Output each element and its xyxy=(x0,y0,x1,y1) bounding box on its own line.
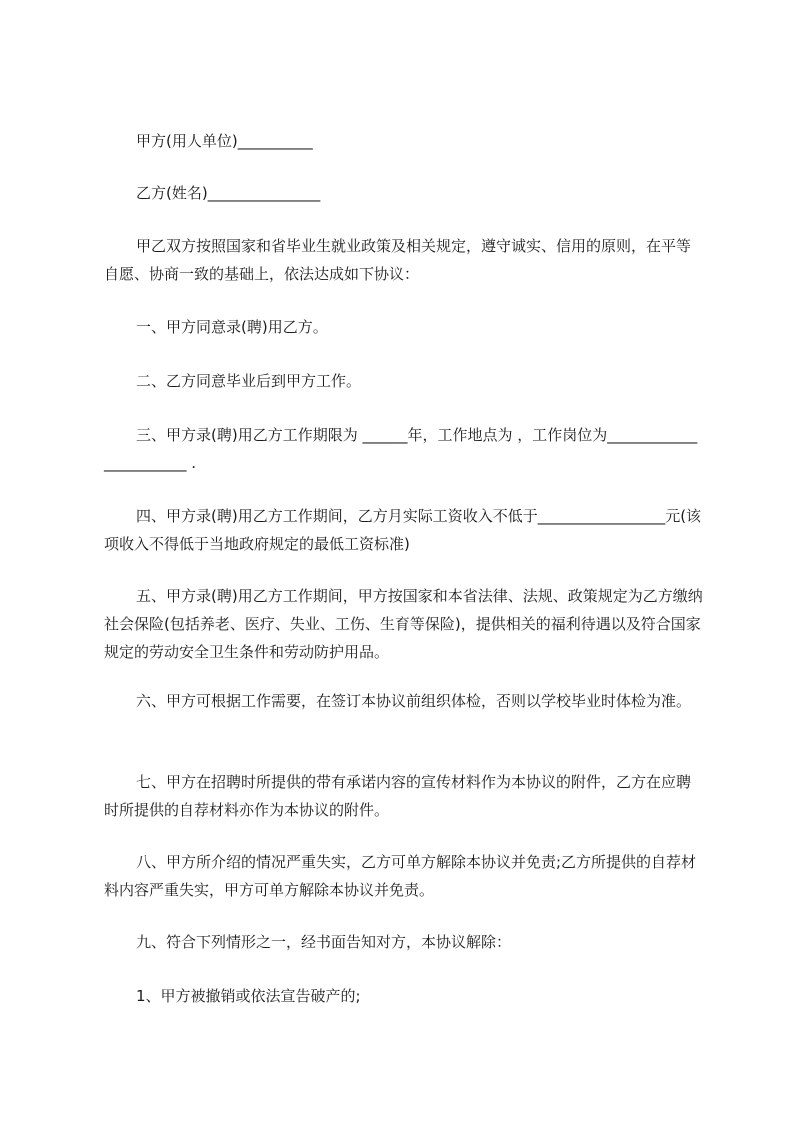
party-a-line: 甲方(用人单位)__________ xyxy=(136,132,313,150)
clause-7: 七、甲方在招聘时所提供的带有承诺内容的宣传材料作为本协议的附件，乙方在应聘时所提供的自荐材料亦作为本协议的附件。 xyxy=(104,773,692,819)
clause-2: 二、乙方同意毕业后到甲方工作。 xyxy=(136,372,362,390)
clause-1: 一、甲方同意录(聘)用乙方。 xyxy=(136,318,328,336)
clause-5: 五、甲方录(聘)用乙方工作期间，甲方按国家和本省法律、法规、政策规定为乙方缴纳社会保险(包括养老、医疗、失业、工伤、生育等保险)，提供相关的福利待遇以及符合国家规定的劳动安全卫生条件和劳动防护用品。 xyxy=(104,587,703,661)
party-b-line: 乙方(姓名)_______________ xyxy=(136,184,321,202)
clause-3: 三、甲方录(聘)用乙方工作期限为 ______年，工作地点为 ，工作岗位为_______________________ . xyxy=(104,426,698,472)
clause-8: 八、甲方所介绍的情况严重失实，乙方可单方解除本协议并免责;乙方所提供的自荐材料内容严重失实，甲方可单方解除本协议并免责。 xyxy=(104,853,697,899)
clause-6: 六、甲方可根据工作需要，在签订本协议前组织体检，否则以学校毕业时体检为准。 xyxy=(136,692,692,710)
clause-9-item-1: 1、甲方被撤销或依法宣告破产的; xyxy=(136,987,361,1005)
preamble-paragraph: 甲乙双方按照国家和省毕业生就业政策及相关规定，遵守诚实、信用的原则，在平等自愿、协商一致的基础上，依法达成如下协议： xyxy=(104,237,692,283)
clause-9: 九、符合下列情形之一，经书面告知对方，本协议解除： xyxy=(136,933,512,951)
clause-4: 四、甲方录(聘)用乙方工作期间，乙方月实际工资收入不低于_________________元(该项收入不得低于当地政府规定的最低工资标准) xyxy=(104,507,702,553)
